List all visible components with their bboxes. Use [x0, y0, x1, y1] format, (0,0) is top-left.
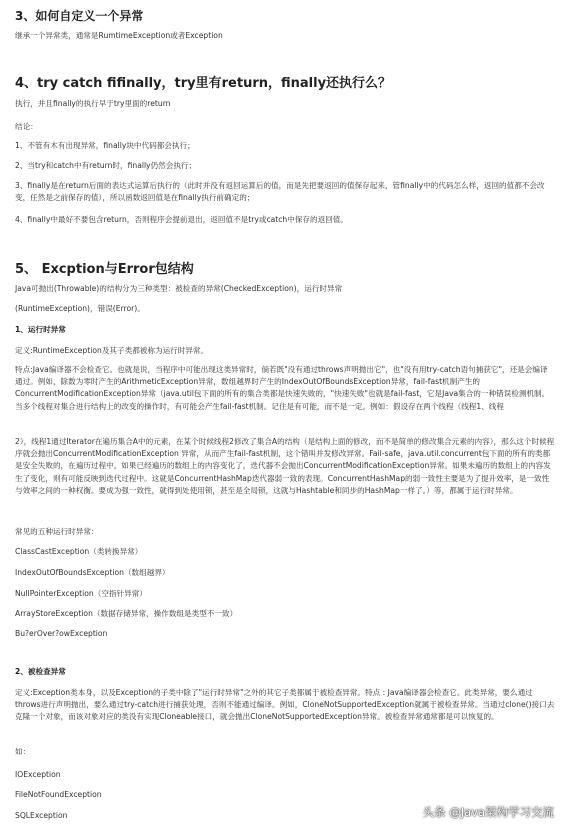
checked-example-label: 如： — [15, 747, 31, 756]
section-4-intro: 执行，并且finally的执行早于try里面的return — [15, 99, 171, 108]
checked-example-item: SQLException — [15, 811, 68, 820]
section-4-point-3: 3、finally是在return后面的表达式运算后执行的（此时并没有返回运算后的值，而是先把要返回的值保存起来，管finally中的代码怎么样，返回的值都不会改变，任然是之前保存的值），所以函数返回值是在finally执行前确定的； — [15, 181, 545, 203]
checked-exception-heading: 2、被检查异常 — [15, 667, 66, 676]
section-5-intro-line-2: (RuntimeException)，错误(Error)。 — [15, 304, 145, 313]
common-runtime-label: 常见的五种运行时异常： — [15, 527, 99, 536]
common-runtime-item: ArrayStoreException（数据存储异常，操作数组是类型不一致） — [15, 609, 238, 618]
section-4-point-1: 1、不管有木有出现异常，finally块中代码都会执行； — [15, 141, 195, 150]
common-runtime-item: ClassCastException（类转换异常） — [15, 547, 143, 556]
runtime-exception-definition: 定义:RuntimeException及其子类都被称为运行时异常。 — [15, 346, 209, 355]
checked-example-item: FileNotFoundException — [15, 790, 102, 799]
section-3-body: 继承一个异常类，通常是RumtimeException或者Exception — [15, 31, 223, 40]
checked-example-item: IOException — [15, 770, 61, 779]
runtime-exception-heading: 1、运行时异常 — [15, 325, 66, 334]
section-4-conclusion-label: 结论： — [15, 122, 38, 131]
common-runtime-item: NullPointerException（空指针异常） — [15, 589, 147, 598]
section-4-point-2: 2、当try和catch中有return时，finally仍然会执行； — [15, 161, 197, 170]
watermark: 头条 @Java架构学习交流 — [422, 805, 554, 819]
section-5-intro-line-1: Java可抛出(Throwable)的结构分为三种类型：被检查的异常(CheckedException)，运行时异常 — [15, 284, 343, 293]
section-5-title: 5、 Excption与Error包结构 — [15, 262, 194, 277]
checked-exception-definition: 定义:Exception类本身，以及Exception的子类中除了"运行时异常"之外的其它子类都属于被检查异常。特点 : Java编译器会检查它。此类异常，要么通过throws进行声明抛出，要么通过try-catch进行捕获处理，否则不能通过编译。例如，CloneNotSupportedException就属于被检查异常。当通过clone()接口去克隆一个对象，而该对象对应的类没有实现Cloneable接口，就会抛出CloneNotSupportedException异常。被检查异常通常都是可以恢复的。 — [15, 688, 555, 722]
common-runtime-item: IndexOutOfBoundsException（数组越界） — [15, 568, 170, 577]
section-4-title: 4、try catch fifinally，try里有return，finally还执行么？ — [15, 76, 392, 91]
section-4-point-4: 4、finally中最好不要包含return，否则程序会提前退出，返回值不是try或catch中保存的返回值。 — [15, 215, 348, 224]
section-3-title: 3、如何自定义一个异常 — [15, 9, 144, 23]
runtime-exception-feature: 特点:Java编译器不会检查它。也就是说，当程序中可能出现这类异常时，倘若既"没有通过throws声明抛出它"，也"没有用try-catch语句捕获它"，还是会编译通过。例如，除数为零时产生的ArithmeticException异常，数组越界时产生的IndexOutOfBoundsException异常，fail-fast机制产生的ConcurrentModiﬁcationException异常（java.util包下面的所有的集合类都是快速失败的，"快速失败"也就是fail-fast，它是Java集合的一种错误检测机制。当多个线程对集合进行结构上的改变的操作时，有可能会产生fail-fast机制。记住是有可能，而不是一定。例如：假设存在两个线程（线程1、线程 — [15, 365, 550, 411]
fail-fast-explanation: 2），线程1通过Iterator在遍历集合A中的元素，在某个时候线程2修改了集合A的结构（是结构上面的修改，而不是简单的修改集合元素的内容），那么这个时候程序就会抛出ConcurrentModiﬁcationException 异常，从而产生fail-fast机制，这个错叫并发修改异常。Fail-safe，java.util.concurrent包下面的所有的类都是安全失败的，在遍历过程中，如果已经遍历的数组上的内容变化了，迭代器不会抛出ConcurrentModiﬁcationException异常。如果未遍历的数组上的内容发生了变化，则有可能反映到迭代过程中。这就是ConcurrentHashMap迭代器弱一致的表现。ConcurrentHashMap的弱一致性主要是为了提升效率，是一致性与效率之间的一种权衡。要成为强一致性，就得到处使用锁，甚至是全局锁，这就与Hashtable和同步的HashMap一样了。）等，都属于运行时异常。 — [15, 437, 555, 495]
common-runtime-item: Bu?erOver?owException — [15, 629, 108, 638]
